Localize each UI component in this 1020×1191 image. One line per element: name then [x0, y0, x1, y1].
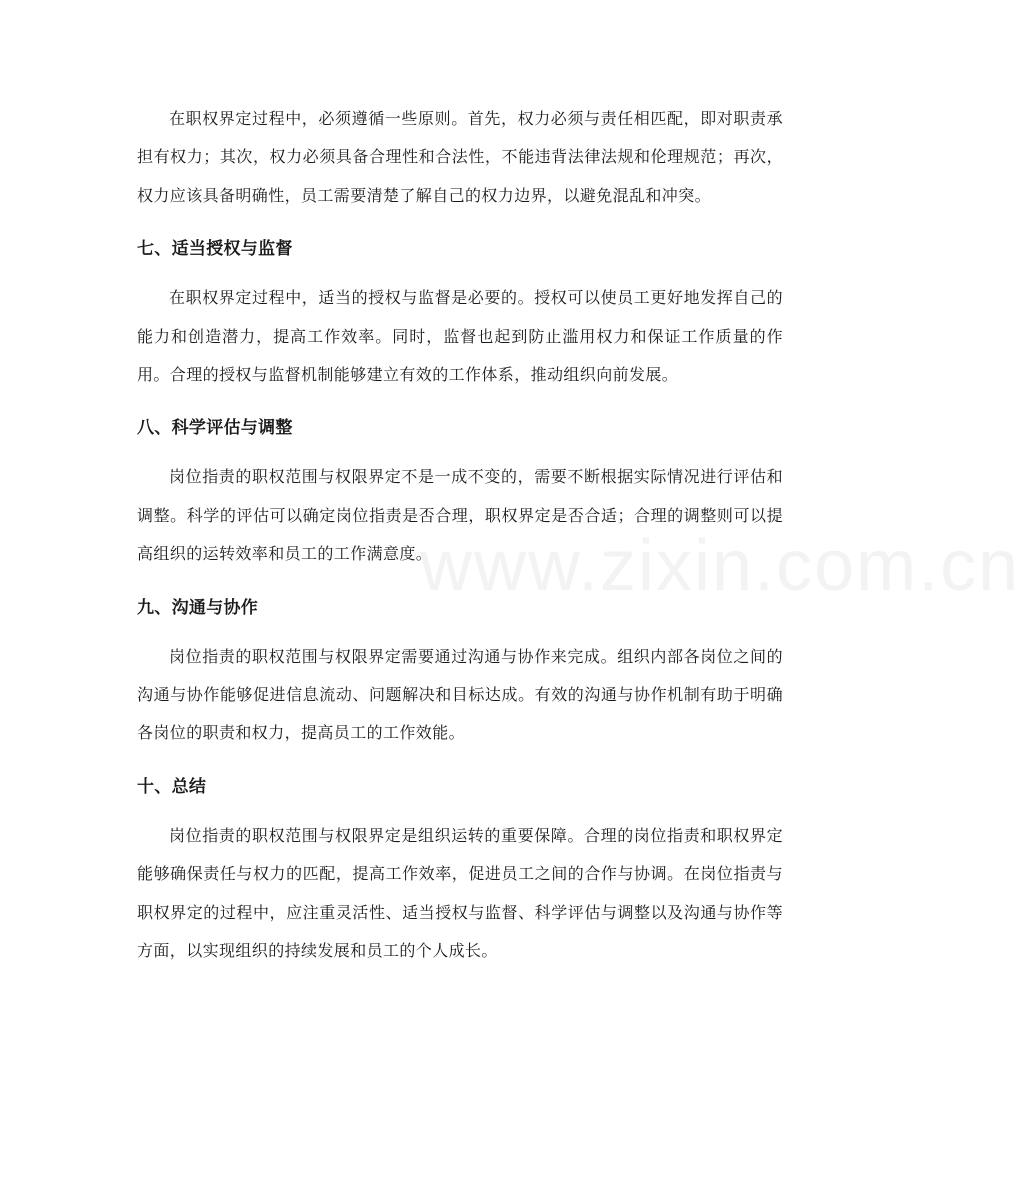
document-body — [137, 100, 783, 971]
heading-summary: 十、总结 — [137, 776, 207, 797]
paragraph-principles: 在职权界定过程中，必须遵循一些原则。首先，权力必须与责任相匹配，即对职责承担有权力；其次，权力必须具备合理性和合法性，不能违背法律法规和伦理规范；再次，权力应该具备明确性，员工需要清楚了解自己的权力边界，以避免混乱和冲突。 — [137, 109, 783, 205]
watermark: www.zixin.com.cn — [420, 526, 1020, 606]
paragraph-evaluation-adjustment: 岗位指责的职权范围与权限界定不是一成不变的，需要不断根据实际情况进行评估和调整。科学的评估可以确定岗位指责是否合理，职权界定是否合适；合理的调整则可以提高组织的运转效率和员工的工作满意度。 — [137, 467, 783, 564]
paragraph-communication-collaboration: 岗位指责的职权范围与权限界定需要通过沟通与协作来完成。组织内部各岗位之间的沟通与协作能够促进信息流动、问题解决和目标达成。有效的沟通与协作机制有助于明确各岗位的职责和权力，提高员工的工作效能。 — [137, 646, 783, 743]
heading-evaluation-adjustment: 八、科学评估与调整 — [137, 418, 293, 439]
heading-authorization-supervision: 七、适当授权与监督 — [137, 239, 293, 260]
paragraph-summary: 岗位指责的职权范围与权限界定是组织运转的重要保障。合理的岗位指责和职权界定能够确保责任与权力的匹配，提高工作效率，促进员工之间的合作与协调。在岗位指责与职权界定的过程中，应注重灵活性、适当授权与监督、科学评估与调整以及沟通与协作等方面，以实现组织的持续发展和员工的个人成长。 — [137, 825, 783, 961]
paragraph-authorization-supervision: 在职权界定过程中，适当的授权与监督是必要的。授权可以使员工更好地发挥自己的能力和创造潜力，提高工作效率。同时，监督也起到防止滥用权力和保证工作质量的作用。合理的授权与监督机制能够建立有效的工作体系，推动组织向前发展。 — [137, 288, 783, 385]
heading-communication-collaboration: 九、沟通与协作 — [137, 597, 259, 618]
